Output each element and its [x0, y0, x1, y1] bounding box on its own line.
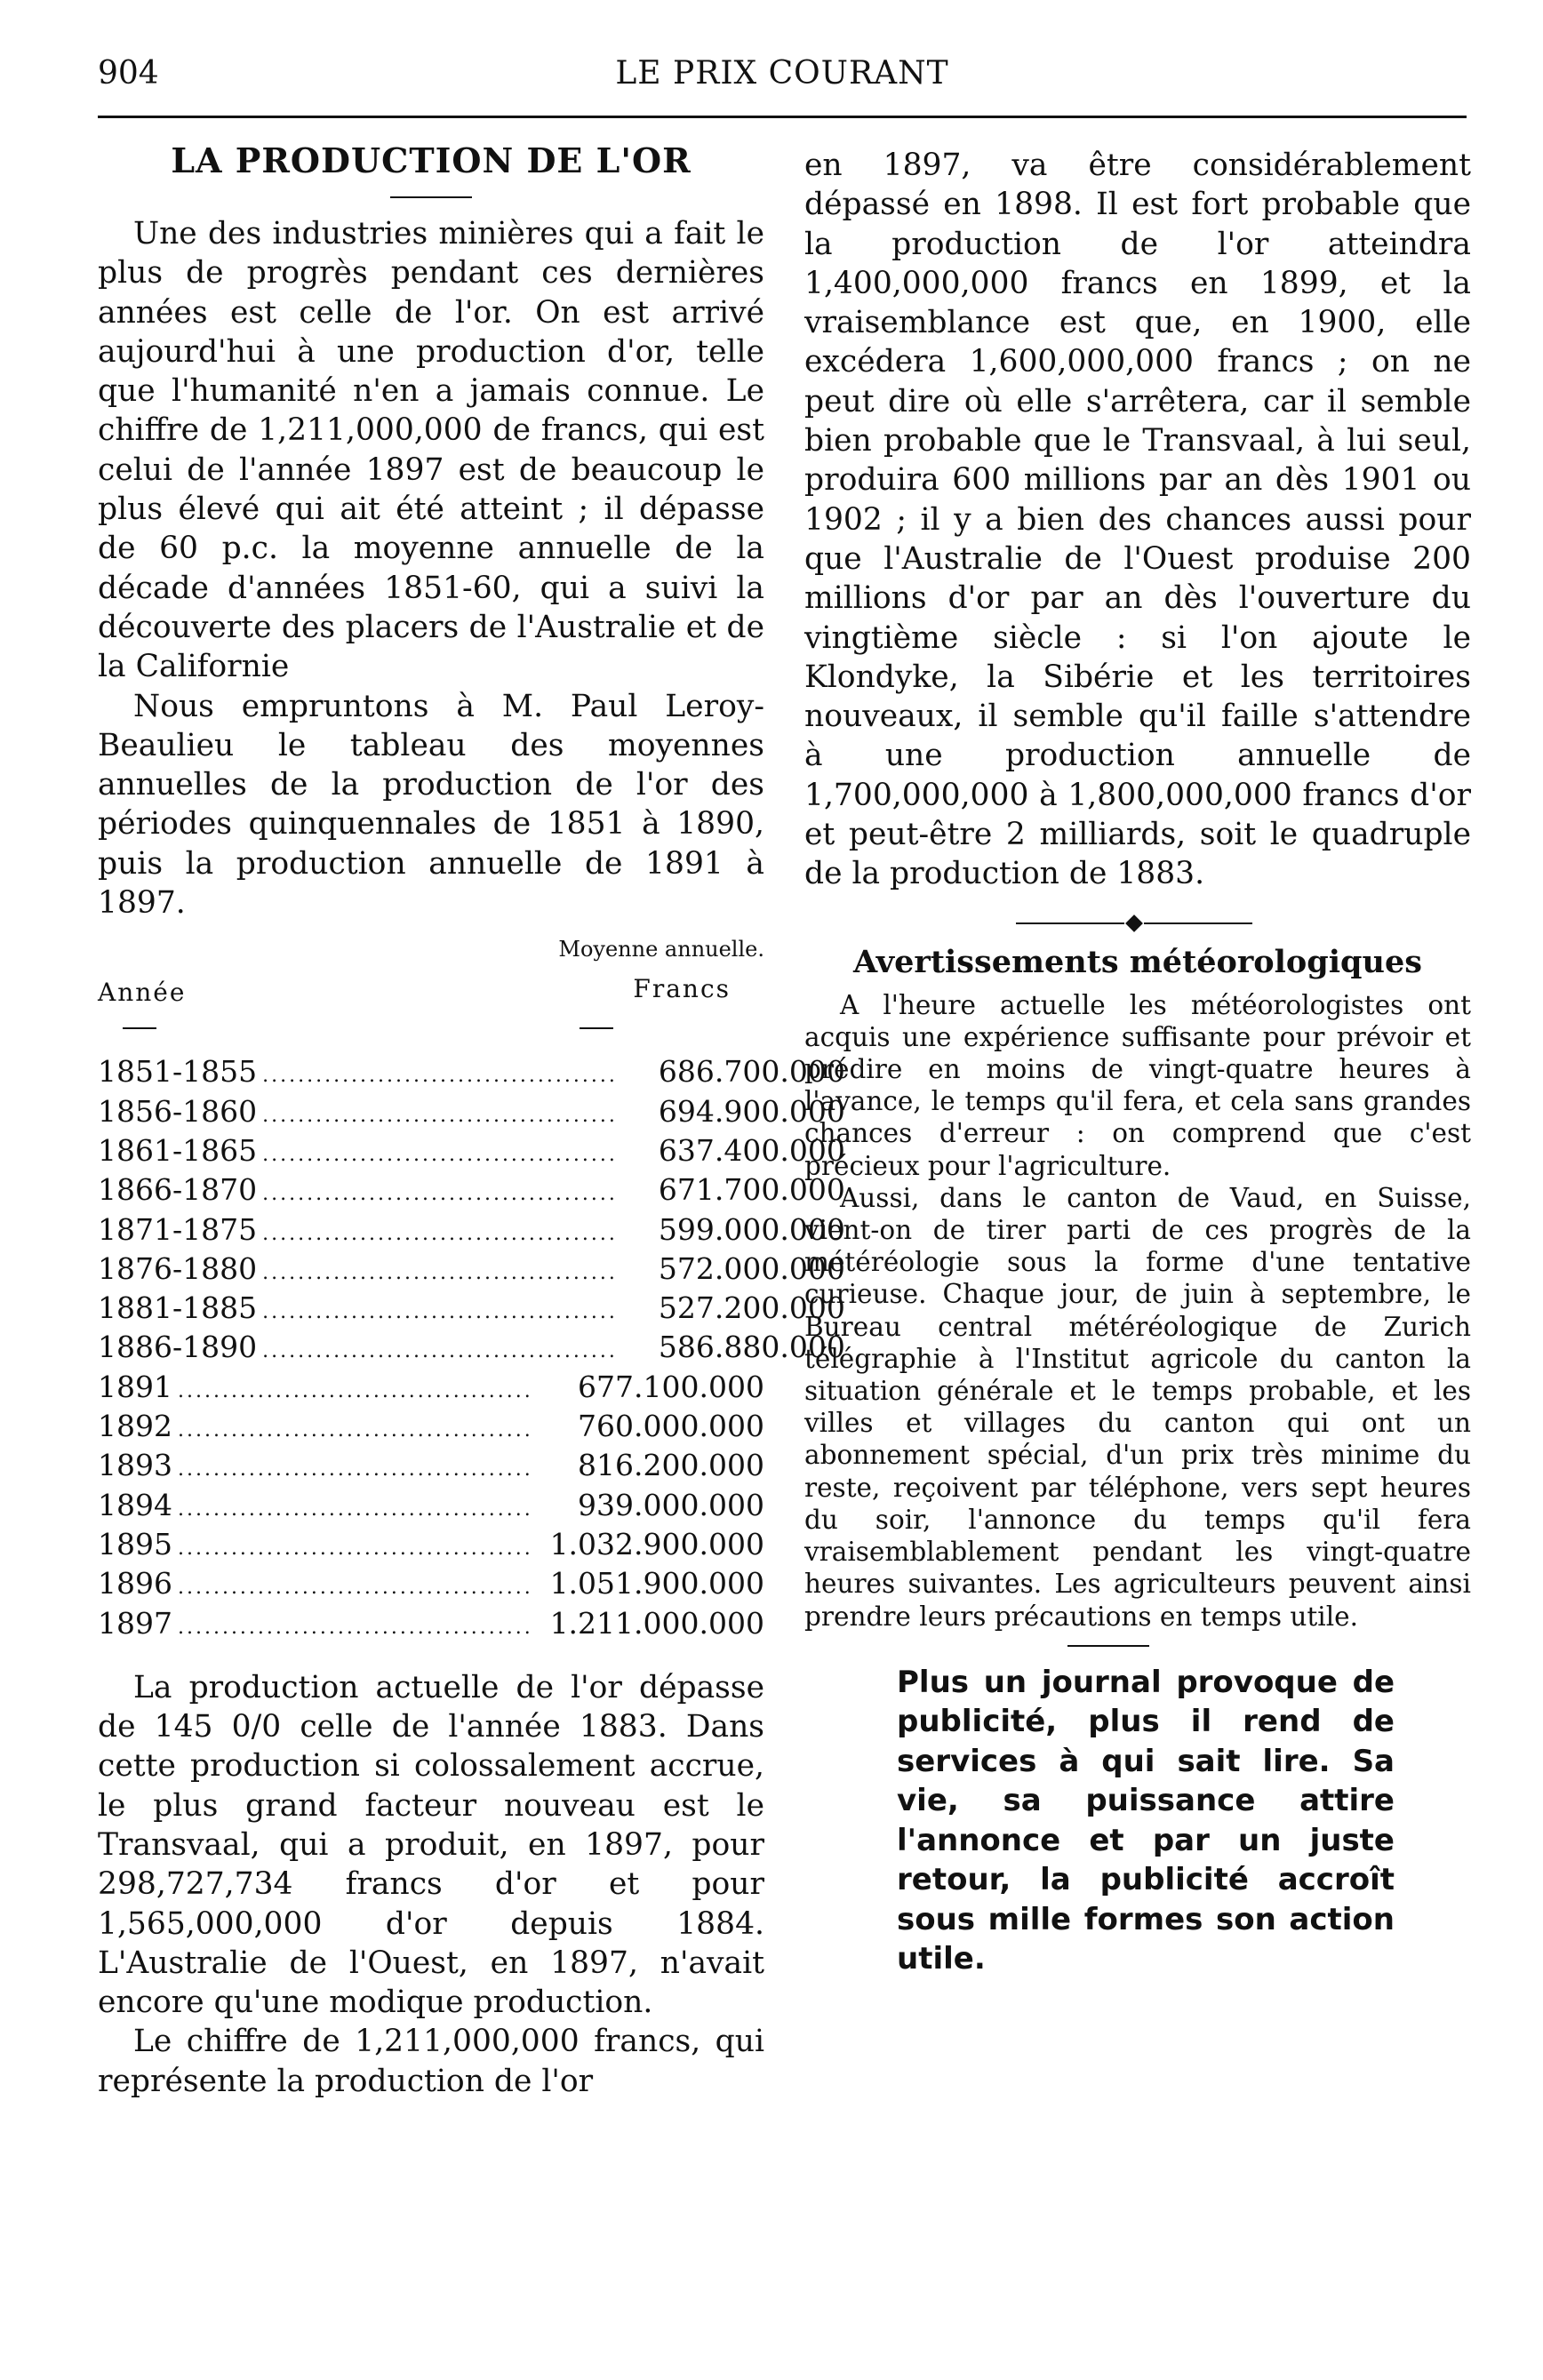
table-row: 1895 ........................................ 1.032.900.000 [98, 1526, 764, 1561]
row-year: 1894 [98, 1487, 172, 1522]
article-paragraph-2: Nous empruntons à M. Paul Leroy-Beaulieu le tableau des moyennes annuelles de la production de l'or des périodes quinquennales de 1851 à 1890, puis la production annuelle de 1891 à 1897. [98, 688, 764, 922]
table-row: 1894 ........................................ 939.000.000 [98, 1487, 764, 1522]
row-value: 599.000.000 [658, 1211, 845, 1247]
row-value: 671.700.000 [658, 1172, 845, 1208]
weather-paragraph-1: A l'heure actuelle les météorologistes ont acquis une expérience suffisante pour prévoir et prédire en moins de vingt-quatre heures à l'avance, le temps qu'il fera, et cela sans grandes chances d'erreur : on comprend que c'est précieux pour l'agriculture. [804, 989, 1471, 1181]
table-row: 1876-1880 ........................................ 572.000.000 [98, 1250, 845, 1286]
table-header-moyenne: Moyenne annuelle. [558, 937, 764, 962]
row-year: 1861-1865 [98, 1132, 258, 1168]
journal-title: LE PRIX COURANT [615, 55, 949, 92]
row-value: 686.700.000 [658, 1054, 845, 1090]
table-row: 1892 ........................................ 760.000.000 [98, 1409, 764, 1444]
table-row: 1896 ........................................ 1.051.900.000 [98, 1566, 764, 1601]
title-divider [390, 196, 472, 198]
article-paragraph-1: Une des industries minières qui a fait le plus de progrès pendant ces dernières années est celle de l'or. On est arrivé aujourd'hui à une production d'or, telle que l'humanité n'en a jamais connue. Le chiffre de 1,211,000,000 de francs, qui est celui de l'année 1897 est de beaucoup le plus élevé qui ait été atteint ; il dépasse de 60 p.c. la moyenne annuelle de la décade d'années 1851-60, qui a suivi la découverte des placers de l'Australie et de la Californie [98, 216, 764, 685]
row-value: 1.051.900.000 [549, 1566, 764, 1601]
row-value: 637.400.000 [658, 1132, 845, 1168]
publicity-box: Plus un journal provoque de publicité, plus il rend de services à qui sait lire. Sa vie, sa puissance attire l'annonce et par un juste retour, la publicité accroît sous mille formes son action utile. [897, 1664, 1395, 1977]
ornament-diamond [1125, 914, 1143, 932]
row-value: 1.032.900.000 [549, 1526, 764, 1561]
row-year: 1897 [98, 1605, 172, 1641]
page-header [98, 55, 1467, 108]
row-year: 1893 [98, 1448, 172, 1483]
table-header-francs: Francs [633, 974, 731, 1004]
row-value: 677.100.000 [578, 1369, 764, 1404]
row-year: 1886-1890 [98, 1330, 258, 1365]
article-title: LA PRODUCTION DE L'OR [171, 140, 692, 180]
row-year: 1891 [98, 1369, 172, 1404]
left-column [98, 133, 845, 2101]
article-paragraph-4: Le chiffre de 1,211,000,000 francs, qui représente la production de l'or [98, 2024, 764, 2099]
dash-francs [580, 1027, 613, 1029]
row-year: 1851-1855 [98, 1054, 258, 1090]
table-header-annee: Année [98, 978, 187, 1008]
production-table [98, 1054, 845, 1644]
weather-end-rule [1067, 1645, 1149, 1647]
table-row: 1861-1865 ........................................ 637.400.000 [98, 1132, 845, 1168]
table-row: 1897 ........................................ 1.211.000.000 [98, 1605, 764, 1641]
page-number: 904 [98, 55, 159, 92]
table-header-dashes [98, 1018, 764, 1054]
table-row: 1891 ........................................ 677.100.000 [98, 1369, 764, 1404]
row-value: 572.000.000 [658, 1250, 845, 1286]
table-row: 1886-1890 ........................................ 586.880.000 [98, 1330, 845, 1365]
row-value: 527.200.000 [658, 1290, 845, 1326]
weather-paragraph-2: Aussi, dans le canton de Vaud, en Suisse, vient-on de tirer parti de ces progrès de la météréologie sous la forme d'une tentative curieuse. Chaque jour, de juin à septembre, le Bureau central météréologique de Zurich télégraphie à l'Institut agricole du canton la situation générale et le temps probable, et les villes et villages du canton qui ont un abonnement spécial, d'un prix très minime du reste, reçoivent par téléphone, vers sept heures du soir, l'annonce du temps qu'il fera vraisemblablement pendant les vingt-quatre heures suivantes. Les agriculteurs peuvent ainsi prendre leurs précautions en temps utile. [804, 1182, 1471, 1632]
table-header [98, 937, 764, 1018]
row-value: 586.880.000 [658, 1330, 845, 1365]
row-year: 1856-1860 [98, 1093, 258, 1129]
row-value: 694.900.000 [658, 1093, 845, 1129]
dash-annee [123, 1027, 156, 1029]
weather-title: Avertissements météorologiques [853, 943, 1422, 980]
row-year: 1892 [98, 1409, 172, 1444]
table-row: 1851-1855 ........................................ 686.700.000 [98, 1054, 845, 1090]
right-column [804, 133, 1471, 1979]
section-ornament [804, 910, 1471, 937]
header-rule [98, 116, 1467, 118]
row-year: 1896 [98, 1566, 172, 1601]
row-value: 816.200.000 [578, 1448, 764, 1483]
table-row: 1881-1885 ........................................ 527.200.000 [98, 1290, 845, 1326]
table-row: 1856-1860 ........................................ 694.900.000 [98, 1093, 845, 1129]
article-paragraph-4-continued: en 1897, va être considérablement dépassé en 1898. Il est fort probable que la production de l'or atteindra 1,400,000,000 francs en 1899, et la vraisemblance est que, en 1900, elle excédera 1,600,000,000 francs ; on ne peut dire où elle s'arrêtera, car il semble bien probable que le Transvaal, à lui seul, produira 600 millions par an dès 1901 ou 1902 ; il y a bien des chances aussi pour que l'Australie de l'Ouest produise 200 millions d'or par an dès l'ouverture du vingtième siècle : si l'on ajoute le Klondyke, la Sibérie et les territoires nouveaux, il semble qu'il faille s'attendre à une production annuelle de 1,700,000,000 à 1,800,000,000 francs d'or et peut-être 2 milliards, soit le quadruple de la production de 1883. [804, 148, 1471, 892]
row-value: 1.211.000.000 [549, 1605, 764, 1641]
row-year: 1866-1870 [98, 1172, 258, 1208]
row-value: 760.000.000 [578, 1409, 764, 1444]
row-year: 1895 [98, 1526, 172, 1561]
table-row: 1866-1870 ........................................ 671.700.000 [98, 1172, 845, 1208]
table-row: 1871-1875 ........................................ 599.000.000 [98, 1211, 845, 1247]
table-row: 1893 ........................................ 816.200.000 [98, 1448, 764, 1483]
row-value: 939.000.000 [578, 1487, 764, 1522]
article-paragraph-3: La production actuelle de l'or dépasse de 145 0/0 celle de l'année 1883. Dans cette production si colossalement accrue, le plus grand facteur nouveau est le Transvaal, qui a produit, en 1897, pour 298,727,734 francs d'or et pour 1,565,000,000 d'or depuis 1884. L'Australie de l'Ouest, en 1897, n'avait encore qu'une modique production. [98, 1669, 764, 2021]
row-year: 1876-1880 [98, 1250, 258, 1286]
row-year: 1881-1885 [98, 1290, 258, 1326]
row-year: 1871-1875 [98, 1211, 258, 1247]
